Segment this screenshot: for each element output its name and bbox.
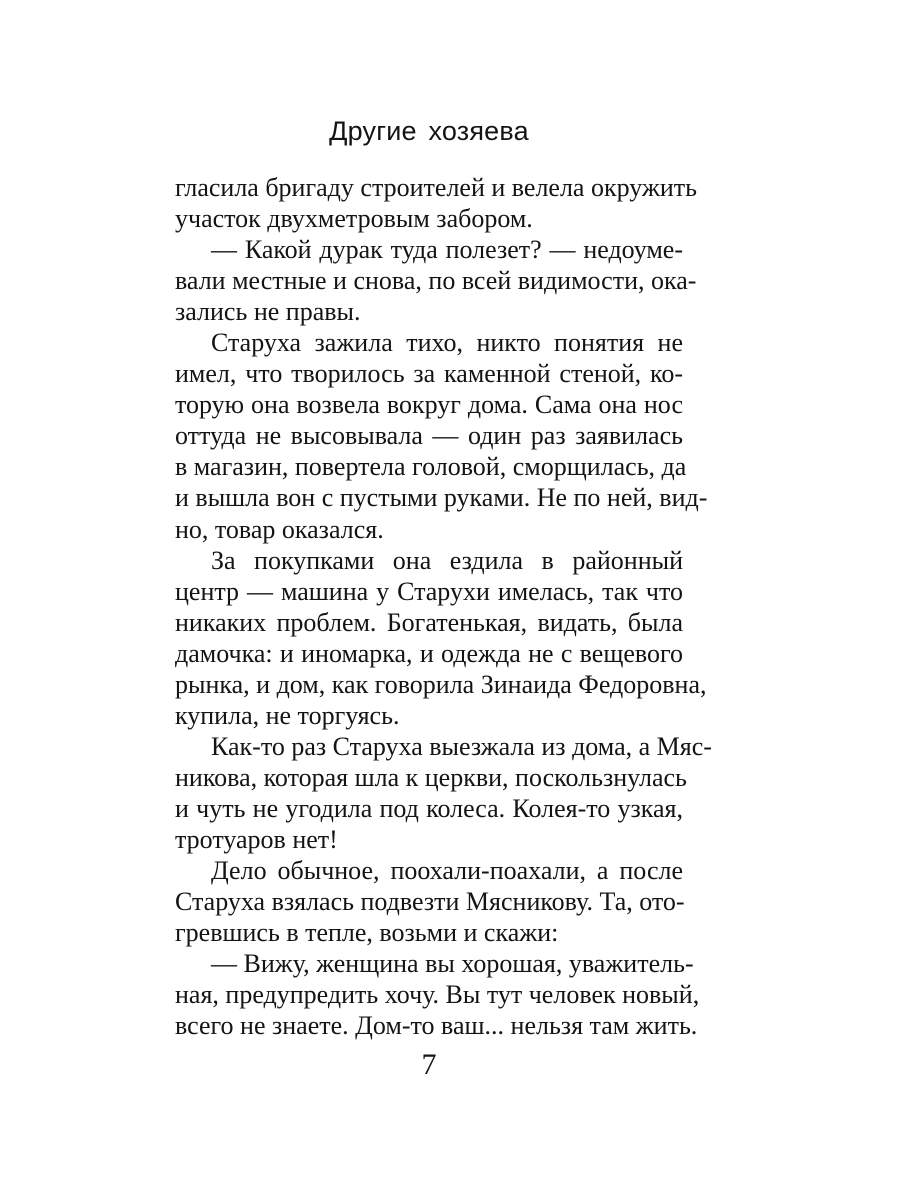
page-number: 7: [421, 1048, 437, 1081]
text-line: оттуда не высовывала — один раз заявилась: [175, 421, 683, 451]
text-line: всего не знаете. Дом-то ваш... нельзя там жить.: [175, 1011, 698, 1041]
text-line: в магазин, повертела головой, сморщилась, да: [175, 452, 687, 482]
text-line: Как-то раз Старуха выезжала из дома, а Мяс-: [211, 731, 712, 761]
text-line: — Какой дурак туда полезет? — недоуме-: [211, 235, 683, 265]
text-line: За покупками она ездила в районный: [211, 545, 683, 575]
body-text: [175, 172, 712, 1041]
text-line: гласила бригаду строителей и велела окружить: [175, 173, 698, 202]
text-line: центр — машина у Старухи имелась, так что: [175, 576, 683, 606]
text-line: тротуаров нет!: [175, 824, 338, 854]
text-line: Дело обычное, поохали-поахали, а после: [211, 856, 683, 886]
text-line: но, товар оказался.: [175, 514, 384, 544]
text-line: и вышла вон с пустыми руками. Не по ней, вид-: [175, 483, 708, 513]
text-line: участок двухметровым забором.: [175, 204, 533, 234]
text-line: Старуха взялась подвезти Мясникову. Та, ото-: [175, 887, 685, 917]
text-line: вали местные и снова, по всей видимости, ока-: [175, 266, 697, 296]
text-line: никова, которая шла к церкви, поскользнулась: [175, 762, 687, 792]
text-line: зались не правы.: [175, 297, 361, 327]
text-line: купила, не торгуясь.: [175, 700, 400, 730]
text-line: дамочка: и иномарка, и одежда не с вещевого: [175, 638, 683, 668]
text-line: ная, предупредить хочу. Вы тут человек новый,: [175, 980, 700, 1010]
text-line: никаких проблем. Богатенькая, видать, была: [175, 607, 683, 637]
text-line: торую она возвела вокруг дома. Сама она нос: [175, 390, 683, 420]
text-line: Старуха зажила тихо, никто понятия не: [211, 328, 683, 358]
text-line: гревшись в тепле, возьми и скажи:: [175, 918, 559, 948]
text-line: рынка, и дом, как говорила Зинаида Федоровна,: [175, 669, 707, 699]
running-head: Другие хозяева: [329, 116, 529, 146]
text-line: и чуть не угодила под колеса. Колея-то узкая,: [175, 793, 683, 823]
text-line: — Вижу, женщина вы хорошая, уважитель-: [211, 949, 694, 979]
text-line: имел, что творилось за каменной стеной, ко-: [175, 359, 683, 389]
